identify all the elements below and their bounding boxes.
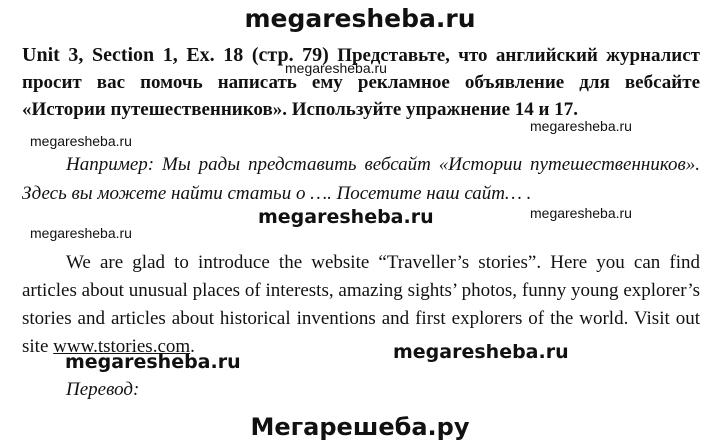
website-link[interactable]: www.tstories.com xyxy=(53,336,191,357)
watermark: megaresheba.ru xyxy=(530,205,632,221)
watermark: megaresheba.ru xyxy=(258,206,434,228)
watermark: megaresheba.ru xyxy=(530,118,632,134)
watermark: megaresheba.ru xyxy=(30,225,132,241)
answer-body: We are glad to introduce the website “Traveller’s stories”. Here you can find articles about unusual places of interests, amazing sights’ photos, funny young explorer’s stories and articles about historical inventions and first explorers of the world. Visit out site xyxy=(22,252,700,357)
site-title-bottom: Мегарешеба.ру xyxy=(250,413,470,441)
watermark: megaresheba.ru xyxy=(285,60,387,76)
exercise-reference: Unit 3, Section 1, Ex. 18 (стр. 79) xyxy=(22,44,329,66)
example-text: Например: Мы рады представить вебсайт «Истории путешественников». Здесь вы можете найти статьи о …. Посетите наш сайт… . xyxy=(22,154,700,204)
exercise-instructions: Представьте, что английский журналист просит вас помочь написать ему рекламное объявление для вебсайте «Истории путешественников». Используйте упражнение 14 и 17. xyxy=(22,45,701,120)
exercise-task xyxy=(22,42,700,123)
answer-text xyxy=(22,249,700,361)
watermark: megaresheba.ru xyxy=(65,351,241,373)
watermark: megaresheba.ru xyxy=(30,133,132,149)
answer-end: . xyxy=(190,336,195,357)
site-title-top: megaresheba.ru xyxy=(244,4,476,33)
translation-label: Перевод: xyxy=(66,379,140,400)
watermark: megaresheba.ru xyxy=(393,341,569,363)
